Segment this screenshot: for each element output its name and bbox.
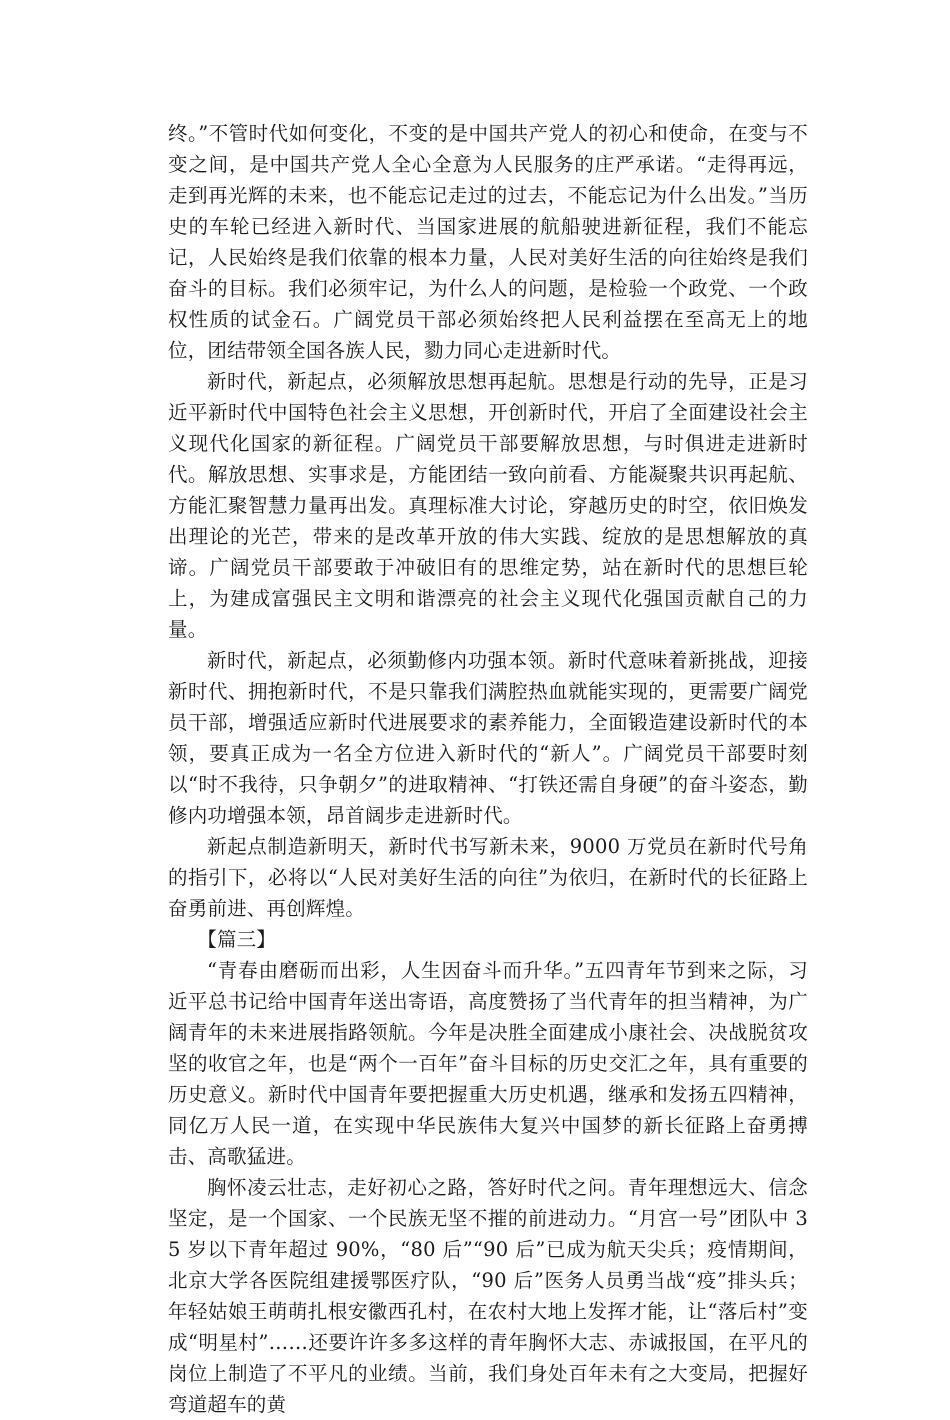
paragraph-4: 新起点制造新明天，新时代书写新未来，9000 万党员在新时代号角的指引下，必将以“人民对美好生活的向往”为依归，在新时代的长征路上奋勇前进、再创辉煌。 xyxy=(168,835,808,920)
document-body xyxy=(168,118,808,1420)
section-paragraph-1: “青春由磨砺而出彩，人生因奋斗而升华。”五四青年节到来之际，习近平总书记给中国青年送出寄语，高度赞扬了当代青年的担当精神，为广阔青年的未来进展指路领航。今年是决胜全面建成小康社会、决战脱贫攻坚的收官之年，也是“两个一百年”奋斗目标的历史交汇之年，具有重要的历史意义。新时代中国青年要把握重大历史机遇，继承和发扬五四精神，同亿万人民一道，在实现中华民族伟大复兴中国梦的新长征路上奋勇搏击、高歌猛进。 xyxy=(168,959,808,1168)
section-paragraph-2: 胸怀凌云壮志，走好初心之路，答好时代之问。青年理想远大、信念坚定，是一个国家、一个民族无坚不摧的前进动力。“月宫一号”团队中 35 岁以下青年超过 90%，“80 后”“90 后”已成为航天尖兵；疫情期间，北京大学各医院组建援鄂医疗队，“90 后”医务人员勇当战“疫”排头兵；年轻姑娘王萌萌扎根安徽西孔村，在农村大地上发挥才能，让“落后村”变成“明星村”……还要许许多多这样的青年胸怀大志、赤诚报国，在平凡的岗位上制造了不平凡的业绩。当前，我们身处百年未有之大变局，把握好弯道超车的黄 xyxy=(168,1176,808,1416)
paragraph-3: 新时代，新起点，必须勤修内功强本领。新时代意味着新挑战，迎接新时代、拥抱新时代，不是只靠我们满腔热血就能实现的，更需要广阔党员干部，增强适应新时代进展要求的素养能力，全面锻造建设新时代的本领，要真正成为一名全方位进入新时代的“新人”。广阔党员干部要时刻以“时不我待，只争朝夕”的进取精神、“打铁还需自身硬”的奋斗姿态，勤修内功增强本领，昂首阔步走进新时代。 xyxy=(168,649,808,827)
section-heading: 【篇三】 xyxy=(197,928,277,951)
paragraph-1: 终。”不管时代如何变化，不变的是中国共产党人的初心和使命，在变与不变之间，是中国共产党人全心全意为人民服务的庄严承诺。“走得再远，走到再光辉的未来，也不能忘记走过的过去，不能忘记为什么出发。”当历史的车轮已经进入新时代、当国家进展的航船驶进新征程，我们不能忘记，人民始终是我们依靠的根本力量，人民对美好生活的向往始终是我们奋斗的目标。我们必须牢记，为什么人的问题，是检验一个政党、一个政权性质的试金石。广阔党员干部必须始终把人民利益摆在至高无上的地位，团结带领全国各族人民，勠力同心走进新时代。 xyxy=(168,122,808,362)
paragraph-2: 新时代，新起点，必须解放思想再起航。思想是行动的先导，正是习近平新时代中国特色社会主义思想，开创新时代，开启了全面建设社会主义现代化国家的新征程。广阔党员干部要解放思想，与时俱进走进新时代。解放思想、实事求是，方能团结一致向前看、方能凝聚共识再起航、方能汇聚智慧力量再出发。真理标准大讨论，穿越历史的时空，依旧焕发出理论的光芒，带来的是改革开放的伟大实践、绽放的是思想解放的真谛。广阔党员干部要敢于冲破旧有的思维定势，站在新时代的思想巨轮上，为建成富强民主文明和谐漂亮的社会主义现代化强国贡献自己的力量。 xyxy=(168,370,808,641)
